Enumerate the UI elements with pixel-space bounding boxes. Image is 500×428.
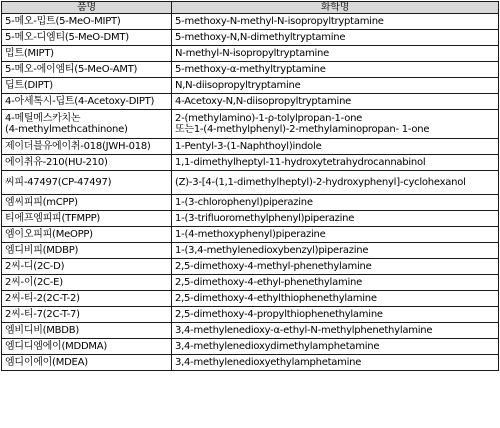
table-row [2,46,499,62]
product-name-cell: 엠비디비(MBDB) [2,323,172,339]
table-row [2,14,499,30]
chemical-name-cell: 1-(3,4-methylenedioxybenzyl)piperazine [172,243,499,259]
table-row [2,195,499,211]
header-chemical-name: 화학명 [172,2,499,14]
product-name-cell: 엠디비피(MDBP) [2,243,172,259]
table-row [2,323,499,339]
product-name-cell: 엠이오피피(MeOPP) [2,227,172,243]
chemical-name-cell: 3,4-methylenedioxy-α-ethyl-N-methylphenethylamine [172,323,499,339]
product-name-cell: 4-아세톡시-딥트(4-Acetoxy-DIPT) [2,94,172,110]
chemical-name-cell: 2,5-dimethoxy-4-ethylthiophenethylamine [172,291,499,307]
chemical-name-cell: 1-(4-methoxyphenyl)piperazine [172,227,499,243]
chemical-name-line: 2-(methylamino)-1-ρ-tolylpropan-1-one [175,113,363,124]
drug-table [1,1,499,371]
chemical-name-cell: 1-(3-chlorophenyl)piperazine [172,195,499,211]
table-row [2,62,499,78]
product-name-cell: 5-메오-디엠티(5-MeO-DMT) [2,30,172,46]
table-row [2,155,499,171]
table-row [2,171,499,195]
chemical-name-cell: 2,5-dimethoxy-4-ethyl-phenethylamine [172,275,499,291]
product-name-cell [2,110,172,139]
product-name-cell: 엠디이에이(MDEA) [2,355,172,371]
table-row [2,139,499,155]
chemical-name-cell: N,N-diisopropyltryptamine [172,78,499,94]
header-product-name: 품명 [2,2,172,14]
table-row [2,211,499,227]
chemical-name-cell: 1-Pentyl-3-(1-Naphthoyl)indole [172,139,499,155]
chemical-name-cell [172,110,499,139]
table-row [2,227,499,243]
chemical-name-cell: 5-methoxy-α-methyltryptamine [172,62,499,78]
table-row [2,275,499,291]
product-name-cell: 씨피-47497(CP-47497) [2,171,172,195]
product-name-cell: 5-메오-밉트(5-MeO-MIPT) [2,14,172,30]
product-name-cell: 밉트(MIPT) [2,46,172,62]
product-name-cell: 엠디디엠에이(MDDMA) [2,339,172,355]
product-name-cell: 2씨-이(2C-E) [2,275,172,291]
product-name-cell: 에이취유-210(HU-210) [2,155,172,171]
table-row [2,259,499,275]
chemical-name-cell: (Z)-3-[4-(1,1-dimethylheptyl)-2-hydroxyphenyl]-cyclohexanol [172,171,499,195]
product-name-line: 4-메틸메스카치논 [5,113,81,124]
product-name-cell: 2씨-티-2(2C-T-2) [2,291,172,307]
chemical-name-cell: 1-(3-trifluoromethylphenyl)piperazine [172,211,499,227]
chemical-name-cell: 4-Acetoxy-N,N-diisopropyltryptamine [172,94,499,110]
chemical-name-line: 또는1-(4-methylphenyl)-2-methylaminopropan- 1-one [175,124,430,135]
table-row [2,355,499,371]
product-name-cell: 2씨-티-7(2C-T-7) [2,307,172,323]
product-name-cell: 제이더블유에이취-018(JWH-018) [2,139,172,155]
chemical-name-cell: 5-methoxy-N-methyl-N-isopropyltryptamine [172,14,499,30]
chemical-name-cell: 1,1-dimethylheptyl-11-hydroxytetrahydrocannabinol [172,155,499,171]
product-name-cell: 엠씨피피(mCPP) [2,195,172,211]
chemical-name-cell: 3,4-methylenedioxyethylamphetamine [172,355,499,371]
table-row [2,291,499,307]
product-name-line: (4-methylmethcathinone) [5,124,128,135]
table-row [2,94,499,110]
chemical-name-cell: 3,4-methylenedioxydimethylamphetamine [172,339,499,355]
chemical-name-cell: 5-methoxy-N,N-dimethyltryptamine [172,30,499,46]
product-name-cell: 티에프엠피피(TFMPP) [2,211,172,227]
chemical-name-cell: N-methyl-N-isopropyltryptamine [172,46,499,62]
table-row [2,78,499,94]
table-row [2,243,499,259]
chemical-name-cell: 2,5-dimethoxy-4-methyl-phenethylamine [172,259,499,275]
product-name-cell: 5-메오-에이엠티(5-MeO-AMT) [2,62,172,78]
table-row [2,339,499,355]
table-row [2,307,499,323]
table-row [2,110,499,139]
table-row [2,30,499,46]
table-header-row [2,2,499,14]
product-name-cell: 딥트(DIPT) [2,78,172,94]
product-name-cell: 2씨-디(2C-D) [2,259,172,275]
chemical-name-cell: 2,5-dimethoxy-4-propylthiophenethylamine [172,307,499,323]
